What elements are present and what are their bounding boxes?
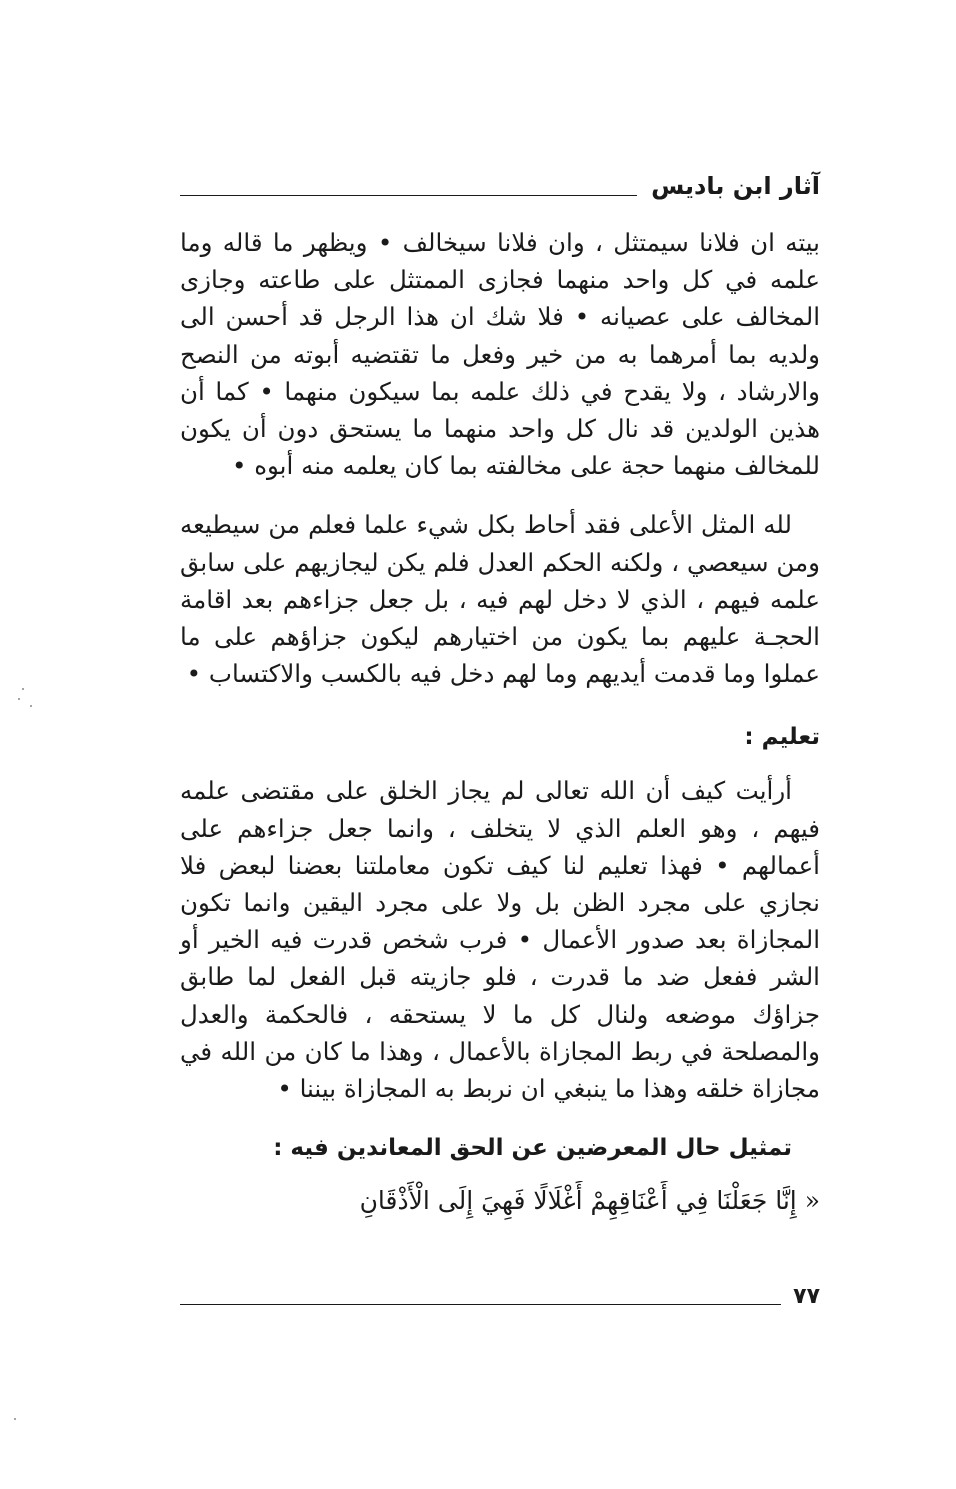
scan-speck xyxy=(18,698,20,700)
heading-tamthil: تمثيل حال المعرضين عن الحق المعاندين فيه : xyxy=(273,1135,792,1162)
running-header xyxy=(180,160,820,200)
heading-talim: تعليم : xyxy=(744,724,820,751)
scan-speck xyxy=(14,1418,16,1420)
quran-verse-line: « إِنَّا جَعَلْنَا فِي أَعْنَاقِهِمْ أَغْلَالًا فَهِيَ إِلَى الْأَذْقَانِ xyxy=(359,1186,820,1216)
paragraph-1: بيته ان فلانا سيمتثل ، وان فلانا سيخالف • ويظهر ما قاله وما علمه في كل واحد منهما فجازى الممتثل على طاعته وجازى المخالف على عصيانه • فلا شك ان هذا الرجل قد أحسن الى ولديه بما أمرهما به من خير وفعل ما تقتضيه أبوته من النصح والارشاد ، ولا يقدح في ذلك علمه بما سيكون منهما • كما أن هذين الولدين قد نال كل واحد منهما ما يستحق دون أن يكون للمخالف منهما حجة على مخالفته بما كان يعلمه منه أبوه • xyxy=(180,228,820,481)
page-footer xyxy=(180,1276,820,1310)
scan-speck xyxy=(30,705,32,707)
footer-rule xyxy=(180,1304,781,1305)
header-title: آثار ابن باديس xyxy=(651,172,820,200)
paragraph-2: لله المثل الأعلى فقد أحاط بكل شيء علما فعلم من سيطيعه ومن سيعصي ، ولكنه الحكم العدل فلم يكن ليجازيهم على سابق علمه فيهم ، الذي لا دخل لهم فيه ، بل جعل جزاءهم بعد اقامة الحجـة عليهم بما يكون من اختيارهم ليكون جزاؤهم على ما عملوا وما قدمت أيديهم وما لهم دخل فيه بالكسب والاكتساب • xyxy=(180,510,820,689)
page-body xyxy=(180,224,820,1221)
paragraph-3: أرأيت كيف أن الله تعالى لم يجاز الخلق على مقتضى علمه فيهم ، وهو العلم الذي لا يتخلف ، وانما جعل جزاءهم على أعمالهم • فهذا تعليم لنا كيف تكون معاملتنا بعضنا لبعض فلا نجازي على مجرد الظن بل ولا على مجرد اليقين وانما تكون المجازاة بعد صدور الأعمال • فرب شخص قدرت فيه الخير أو الشر ففعل ضد ما قدرت ، فلو جازيته قبل الفعل لما طابق جزاؤك موضعه ولنال كل ما لا يستحقه ، فالحكمة والعدل والمصلحة في ربط المجازاة بالأعمال ، وهذا ما كان من الله في مجازاة خلقه وهذا ما ينبغي ان نربط به المجازاة بيننا • xyxy=(180,776,820,1104)
page-number: ٧٧ xyxy=(793,1284,820,1309)
scan-speck xyxy=(22,688,24,690)
header-rule xyxy=(180,195,637,196)
